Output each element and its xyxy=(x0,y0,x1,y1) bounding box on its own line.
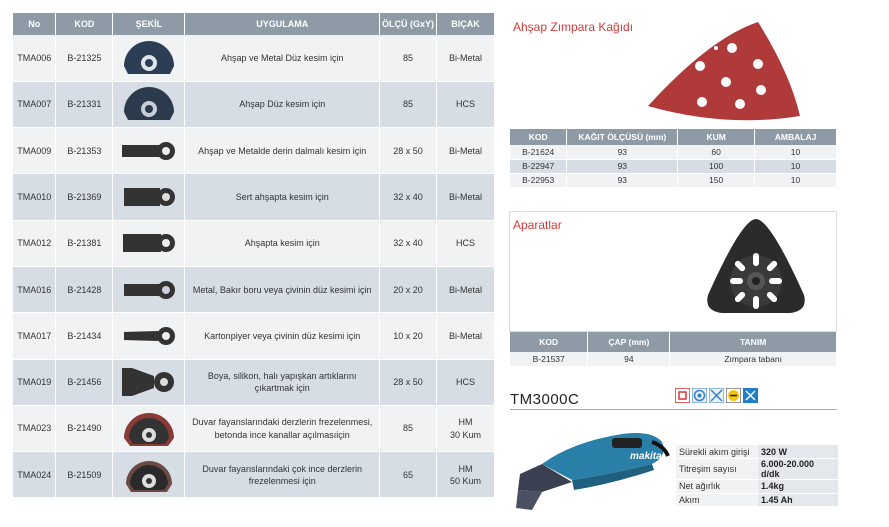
table-row xyxy=(13,174,495,220)
table-row xyxy=(13,220,495,266)
cell-kod: B-21369 xyxy=(56,174,113,220)
cell-blade: HCS xyxy=(437,359,495,405)
cell-kod: B-21509 xyxy=(56,452,113,498)
cell-kod: B-21537 xyxy=(510,352,588,366)
application-line-1: Duvar fayanslarındaki çok ince derzlerin xyxy=(202,463,362,474)
spec-table xyxy=(676,445,838,507)
cell-shape xyxy=(113,405,185,451)
table-header xyxy=(13,13,495,35)
sanding-pad-image xyxy=(700,215,812,320)
header-shape: ŞEKİL xyxy=(113,13,185,35)
table-row xyxy=(510,173,837,187)
header-package: AMBALAJ xyxy=(755,129,837,145)
cell-no: TMA023 xyxy=(13,405,56,451)
cell-shape xyxy=(113,359,185,405)
cell-application: Ahşap ve Metal Düz kesim için xyxy=(185,35,380,81)
cell-shape xyxy=(113,220,185,266)
cell-shape xyxy=(113,313,185,359)
cell-size: 32 x 40 xyxy=(380,174,437,220)
cell-kod: B-21331 xyxy=(56,81,113,127)
table-row xyxy=(13,313,495,359)
brand-logo: makita xyxy=(630,451,662,462)
cell-no: TMA016 xyxy=(13,266,56,312)
table-row xyxy=(13,405,495,451)
segment-saw-blade-icon xyxy=(118,38,180,78)
table-row xyxy=(13,128,495,174)
cell-package: 10 xyxy=(755,159,837,173)
cell-application xyxy=(185,359,380,405)
blade-grit: 30 Kum xyxy=(449,429,482,440)
cell-shape xyxy=(113,266,185,312)
cell-application: Ahşapta kesim için xyxy=(185,220,380,266)
cell-size: 32 x 40 xyxy=(380,220,437,266)
table-header xyxy=(510,129,837,145)
table-header xyxy=(510,332,837,352)
arrows-icon xyxy=(743,388,758,403)
spec-row xyxy=(676,459,838,480)
spec-value: 6.000-20.000 d/dk xyxy=(758,459,838,480)
cell-kod: B-21353 xyxy=(56,128,113,174)
cell-shape xyxy=(113,35,185,81)
header-kod: KOD xyxy=(510,129,567,145)
spec-label: Sürekli akım girişi xyxy=(676,445,758,459)
table-row xyxy=(13,266,495,312)
cell-package: 10 xyxy=(755,145,837,159)
application-line-2: betonda ince kanallar açılmasıiçin xyxy=(214,429,350,440)
sandpaper-table xyxy=(510,129,837,188)
cell-kod: B-22953 xyxy=(510,173,567,187)
cell-paper-size: 93 xyxy=(567,145,678,159)
application-line-2: frezelenmesi için xyxy=(248,475,316,486)
carbide-segment-blade-icon xyxy=(118,454,180,496)
table-row xyxy=(510,159,837,173)
cell-blade xyxy=(437,452,495,498)
cell-blade: HCS xyxy=(437,220,495,266)
apparatus-section-title: Aparatlar xyxy=(513,218,562,232)
cell-kod: B-21434 xyxy=(56,313,113,359)
header-description: TANIM xyxy=(670,332,837,352)
spec-value: 1.45 Ah xyxy=(758,493,838,507)
apparatus-table xyxy=(510,332,837,367)
blade-type: HM xyxy=(458,417,473,428)
cell-kod: B-21325 xyxy=(56,35,113,81)
table-row xyxy=(13,35,495,81)
plunge-blade-icon xyxy=(118,182,180,212)
cell-blade: Bi-Metal xyxy=(437,313,495,359)
cell-size: 65 xyxy=(380,452,437,498)
cell-no: TMA012 xyxy=(13,220,56,266)
cell-grit: 100 xyxy=(678,159,755,173)
header-kod: KOD xyxy=(56,13,113,35)
segment-saw-blade-icon xyxy=(118,84,180,124)
spec-row xyxy=(676,445,838,459)
speed-dial-icon xyxy=(726,388,741,403)
application-line-2: çıkartmak için xyxy=(254,383,310,394)
cell-no: TMA007 xyxy=(13,81,56,127)
cell-grit: 150 xyxy=(678,173,755,187)
spec-row xyxy=(676,480,838,494)
cell-package: 10 xyxy=(755,173,837,187)
cell-kod: B-22947 xyxy=(510,159,567,173)
table-row xyxy=(13,81,495,127)
cell-size: 85 xyxy=(380,81,437,127)
cell-blade-group xyxy=(380,405,437,451)
cell-kod: B-21456 xyxy=(56,359,113,405)
cell-kod: B-21381 xyxy=(56,220,113,266)
triangle-sandpaper-image xyxy=(640,18,810,128)
plunge-blade-icon xyxy=(118,136,180,166)
blade-grit: 50 Kum xyxy=(449,475,482,486)
model-name: TM3000C xyxy=(510,391,580,408)
cell-shape xyxy=(113,128,185,174)
cell-size: 28 x 50 xyxy=(380,359,437,405)
cell-no: TMA024 xyxy=(13,452,56,498)
plunge-blade-icon xyxy=(118,321,180,351)
circle-pattern-icon xyxy=(692,388,707,403)
header-grit: KUM xyxy=(678,129,755,145)
cell-paper-size: 93 xyxy=(567,159,678,173)
cell-no: TMA017 xyxy=(13,313,56,359)
header-paper-size: KAĞIT ÖLÇÜSÜ (mm) xyxy=(567,129,678,145)
cell-no: TMA019 xyxy=(13,359,56,405)
cell-no: TMA006 xyxy=(13,35,56,81)
plunge-blade-icon xyxy=(118,228,180,258)
cell-blade: Bi-Metal xyxy=(437,174,495,220)
cell-blade: Bi-Metal xyxy=(437,128,495,174)
cell-description: Zımpara tabanı xyxy=(670,352,837,366)
cell-blade xyxy=(437,405,495,451)
cell-kod: B-21490 xyxy=(56,405,113,451)
model-divider xyxy=(510,409,837,410)
spec-value: 1.4kg xyxy=(758,480,838,494)
cell-size: 20 x 20 xyxy=(380,266,437,312)
cell-diameter: 94 xyxy=(588,352,670,366)
cell-blade: Bi-Metal xyxy=(437,266,495,312)
application-line-1: Duvar fayanslarındaki derzlerin frezelenmesi, xyxy=(192,417,373,428)
cell-application: Ahşap ve Metalde derin dalmalı kesim için xyxy=(185,128,380,174)
header-diameter: ÇAP (mm) xyxy=(588,332,670,352)
blade-type: HM xyxy=(458,463,473,474)
header-application: UYGULAMA xyxy=(185,13,380,35)
accessory-table xyxy=(13,13,495,498)
spec-value: 320 W xyxy=(758,445,838,459)
cell-application xyxy=(185,452,380,498)
cell-application: Kartonpiyer veya çivinin düz kesimi için xyxy=(185,313,380,359)
cell-kod: B-21624 xyxy=(510,145,567,159)
cell-shape xyxy=(113,452,185,498)
cell-application xyxy=(185,405,380,451)
cell-blade: Bi-Metal xyxy=(437,35,495,81)
table-row xyxy=(13,359,495,405)
cell-application: Ahşap Düz kesim için xyxy=(185,81,380,127)
cell-kod: B-21428 xyxy=(56,266,113,312)
cell-size: 85 xyxy=(403,423,414,434)
cell-application: Sert ahşapta kesim için xyxy=(185,174,380,220)
target-icon xyxy=(675,388,690,403)
cell-blade: HCS xyxy=(437,81,495,127)
carbide-segment-blade-icon xyxy=(118,408,180,450)
spec-label: Akım xyxy=(676,493,758,507)
cell-shape xyxy=(113,174,185,220)
cell-size: 10 x 20 xyxy=(380,313,437,359)
cell-paper-size: 93 xyxy=(567,173,678,187)
application-line-1: Boya, silikon, halı yapışkan artıklarını xyxy=(207,371,357,382)
cell-shape xyxy=(113,81,185,127)
plunge-blade-icon xyxy=(118,275,180,305)
header-kod: KOD xyxy=(510,332,588,352)
spec-row xyxy=(676,493,838,507)
cell-grit: 60 xyxy=(678,145,755,159)
table-row xyxy=(510,352,837,366)
cell-application: Metal, Bakır boru veya çivinin düz kesimi için xyxy=(185,266,380,312)
cell-no: TMA009 xyxy=(13,128,56,174)
cell-no: TMA010 xyxy=(13,174,56,220)
multi-tool-image xyxy=(512,412,672,517)
spec-label: Titreşim sayısı xyxy=(676,459,758,480)
sandpaper-section-title: Ahşap Zımpara Kağıdı xyxy=(513,20,634,34)
cell-size: 28 x 50 xyxy=(380,128,437,174)
table-row xyxy=(13,452,495,498)
scraper-blade-icon xyxy=(118,364,180,400)
header-blade: BIÇAK xyxy=(437,13,495,35)
cross-hatch-icon xyxy=(709,388,724,403)
header-no: No xyxy=(13,13,56,35)
header-size: ÖLÇÜ (GxY) xyxy=(380,13,437,35)
spec-label: Net ağırlık xyxy=(676,480,758,494)
cell-size: 85 xyxy=(380,35,437,81)
table-row xyxy=(510,145,837,159)
